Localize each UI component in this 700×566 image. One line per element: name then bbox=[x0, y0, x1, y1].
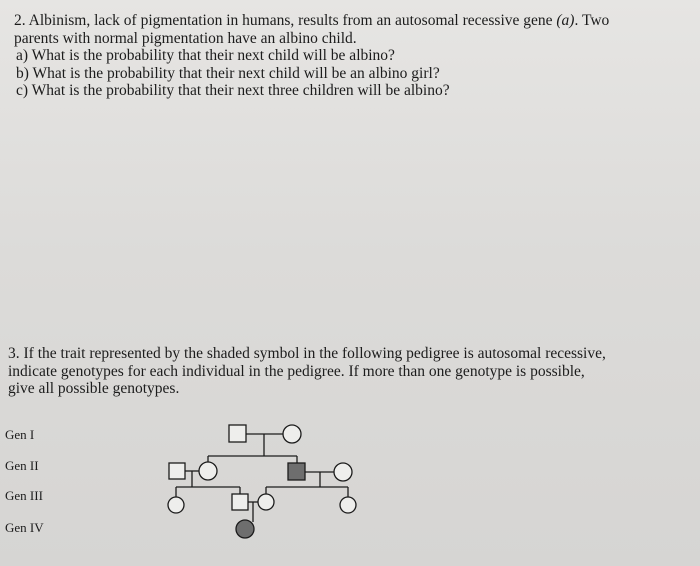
gen-label-4: Gen IV bbox=[5, 520, 44, 535]
question-2-line-2: parents with normal pigmentation have an albino child. bbox=[14, 29, 357, 47]
gen3-male bbox=[232, 494, 248, 510]
gen2-female bbox=[199, 462, 217, 480]
question-2-text: 2. Albinism, lack of pigmentation in humans, results from an autosomal recessive gene bbox=[14, 12, 557, 29]
gen-label-1: Gen I bbox=[5, 427, 35, 442]
gen-label-3: Gen III bbox=[5, 488, 43, 503]
gen3-female bbox=[258, 494, 274, 510]
question-3-line-2: indicate genotypes for each individual in the pedigree. If more than one genotype is possible, bbox=[8, 362, 585, 380]
gen3-left-female bbox=[168, 497, 184, 513]
gen3-right-female bbox=[340, 497, 356, 513]
gen2-spouse-female bbox=[334, 463, 352, 481]
question-3-line-1: 3. If the trait represented by the shaded symbol in the following pedigree is autosomal recessive, bbox=[8, 345, 606, 362]
question-2c: c) What is the probability that their next three children will be albino? bbox=[16, 82, 450, 99]
gen2-affected-male bbox=[288, 463, 305, 480]
question-2a: a) What is the probability that their next child will be albino? bbox=[16, 47, 395, 64]
gene-symbol: (a) bbox=[556, 12, 575, 29]
question-2b: b) What is the probability that their next child will be an albino girl? bbox=[16, 64, 440, 82]
gen1-female bbox=[283, 425, 301, 443]
gen-label-2: Gen II bbox=[5, 458, 39, 473]
gen4-affected-female bbox=[236, 520, 254, 538]
gen2-spouse-male bbox=[169, 463, 185, 479]
question-2-text-end: . Two bbox=[574, 12, 610, 29]
question-3-line-3: give all possible genotypes. bbox=[8, 380, 180, 397]
gen1-male bbox=[229, 425, 246, 442]
